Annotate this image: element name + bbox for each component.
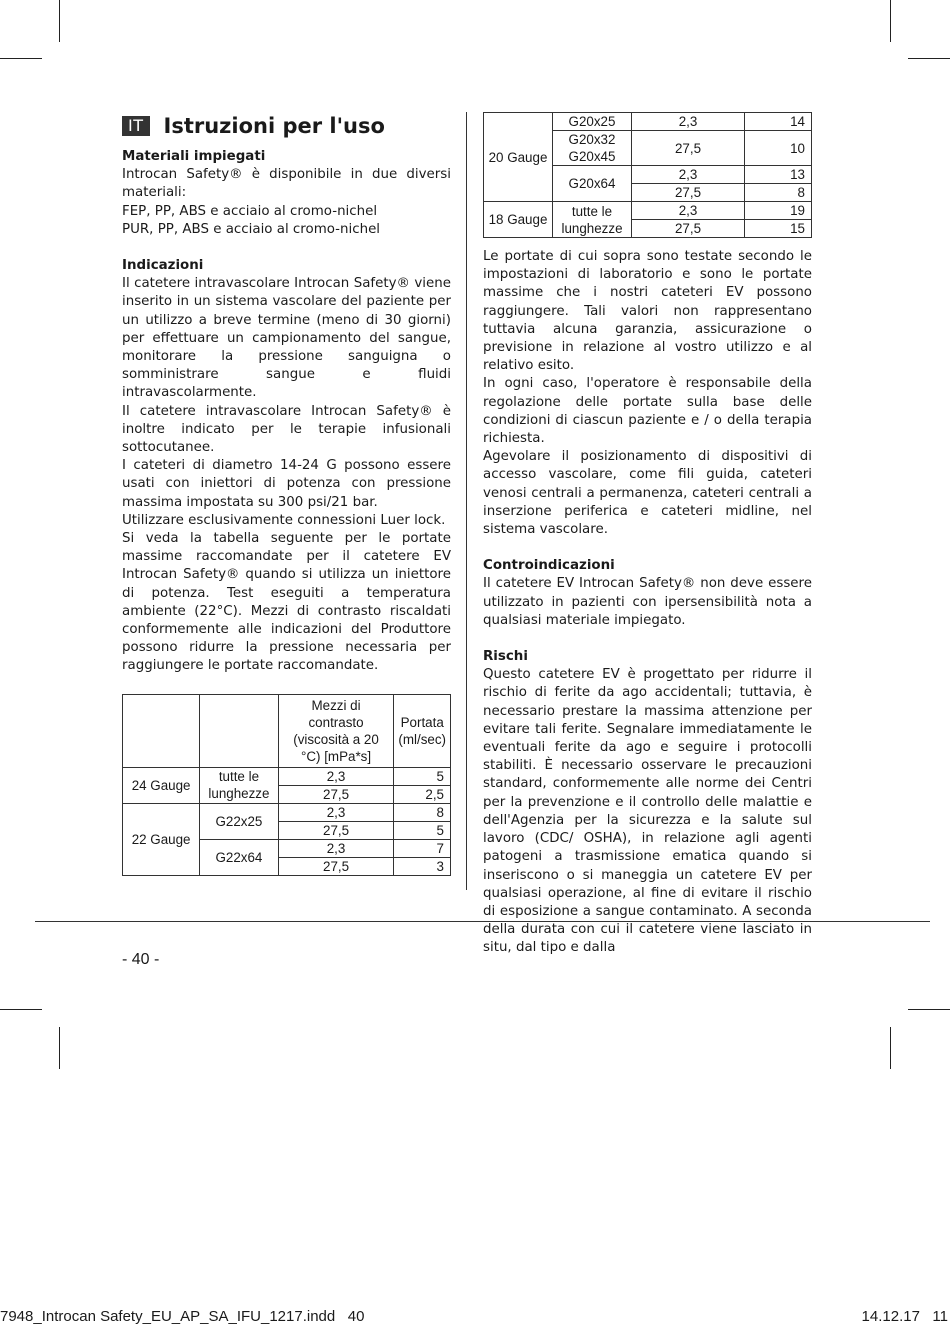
table-cell-size: G22x25 [200, 803, 278, 839]
crop-mark [0, 58, 42, 59]
indications-paragraph: I cateteri di diametro 14-24 G possono essere usati con iniettori di potenza con pressione massima impostata su 300 psi/21 bar. [122, 458, 451, 510]
materials-title: Materiali impiegati [122, 149, 266, 164]
right-column [483, 112, 812, 958]
table-row [123, 803, 451, 821]
flow-rate-table-left [122, 694, 451, 876]
table-cell-viscosity: 2,3 [278, 767, 394, 785]
table-cell-size: G22x64 [200, 839, 278, 875]
table-cell-viscosity: 2,3 [632, 202, 745, 220]
table-cell-flow: 15 [745, 220, 812, 238]
indications-paragraph: Il catetere intravascolare Introcan Safety® viene inserito in un sistema vascolare del paziente per un utilizzo a breve termine (meno di 30 giorni) per effettuare un campionamento del sangue, monitorare la pressione sanguigna o somministrare sangue e fluidi intravascolarmente. [122, 276, 451, 401]
table-cell-flow: 7 [394, 839, 451, 857]
table-cell-length: tutte le lunghezze [200, 767, 278, 803]
table-cell-gauge: 22 Gauge [123, 803, 200, 875]
contraindications-title: Controindicazioni [483, 558, 615, 574]
crop-mark [0, 1009, 42, 1010]
language-badge: IT [122, 116, 150, 136]
table-cell-size: G20x25 [553, 113, 632, 131]
table-cell-viscosity: 27,5 [632, 131, 745, 166]
risks-section [483, 648, 812, 957]
materials-line: PUR, PP, ABS e acciaio al cromo-nichel [122, 221, 381, 237]
table-cell-flow: 5 [394, 767, 451, 785]
table-cell-flow: 19 [745, 202, 812, 220]
table-cell-size: G20x64 [553, 166, 632, 202]
flow-note-paragraph: In ogni caso, l'operatore è responsabile della regolazione delle portate sulla base delle condizioni di ciascun paziente e / o della terapia richiesta. [483, 376, 812, 447]
flow-rate-table-right [483, 112, 812, 238]
indications-paragraph: Il catetere intravascolare Introcan Safety® è inoltre indicato per le terapie infusionali sottocutanee. [122, 403, 451, 456]
crop-mark [59, 0, 60, 42]
table-cell-viscosity: 27,5 [278, 785, 394, 803]
page-heading [122, 113, 451, 138]
table-cell-flow: 10 [745, 131, 812, 166]
risks-title: Rischi [483, 649, 528, 665]
table-cell-viscosity: 27,5 [632, 184, 745, 202]
materials-section [122, 148, 451, 239]
table-cell-length: tutte le lunghezze [553, 202, 632, 238]
table-header-contrast: Mezzi di contrasto (viscosità a 20 °C) [mPa*s] [278, 694, 394, 767]
table-cell-flow: 8 [745, 184, 812, 202]
table-cell-flow: 5 [394, 821, 451, 839]
flow-note-paragraph: Le portate di cui sopra sono testate secondo le impostazioni di laboratorio e sono le portate massime che i nostri cateteri EV possono raggiungere. Tali valori non rappresentano tuttavia alcuna garanzia, assicurazione o previsione in relazione al vostro utilizzo e al relativo esito. [483, 249, 812, 374]
flow-notes-section [483, 248, 812, 539]
left-column [122, 112, 451, 876]
indications-section [122, 257, 451, 676]
table-cell-viscosity: 2,3 [278, 803, 394, 821]
crop-mark [890, 1027, 891, 1069]
table-cell-flow: 14 [745, 113, 812, 131]
indications-title: Indicazioni [122, 258, 204, 274]
table-row [123, 767, 451, 785]
crop-mark [908, 58, 950, 59]
page-number: - 40 - [122, 951, 160, 968]
contraindications-text: Il catetere EV Introcan Safety® non deve essere utilizzato in pazienti con ipersensibilità nota a qualsiasi materiale impiegato. [483, 576, 812, 628]
table-cell-viscosity: 2,3 [632, 113, 745, 131]
table-cell-viscosity: 27,5 [632, 220, 745, 238]
table-cell-viscosity: 27,5 [278, 821, 394, 839]
flow-note-paragraph: Agevolare il posizionamento di dispositivi di accesso vascolare, come fili guida, cateteri venosi centrali a permanenza, cateteri centrali a inserzione periferica e cateteri midline, nel sistema vascolare. [483, 449, 812, 538]
table-row [484, 202, 812, 220]
table-cell-gauge: 18 Gauge [484, 202, 553, 238]
print-slug-file: 7948_Introcan Safety_EU_AP_SA_IFU_1217.indd 40 [0, 1308, 365, 1325]
table-cell-viscosity: 27,5 [278, 857, 394, 875]
materials-line: Introcan Safety® è disponibile in due diversi materiali: [122, 167, 451, 201]
contraindications-section [483, 557, 812, 630]
indications-paragraph: Utilizzare esclusivamente connessioni Luer lock. [122, 512, 446, 528]
crop-mark [59, 1027, 60, 1069]
table-cell-flow: 8 [394, 803, 451, 821]
indications-paragraph: Si veda la tabella seguente per le portate massime raccomandate per il catetere EV Introcan Safety® quando si utilizza un iniettore di potenza. Test eseguiti a temperatura ambiente (22°C). Mezzi di contrasto riscaldati conformemente alle indicazioni del Produttore possono ridurre la pressione necessaria per raggiungere le portate raccomandate. [122, 531, 451, 674]
risks-text: Questo catetere EV è progettato per ridurre il rischio di ferite da ago accidentali; tuttavia, è necessario prestare la massima attenzione per evitare tali ferite. Segnalare immediatamente le eventuali ferite da ago e seguire i protocolli stabiliti. È necessario osservare le precauzioni standard, conformemente alle norme dei Centri per la prevenzione e il controllo delle malattie e dell'Agenzia per la sicurezza e la salute sul lavoro (CDC/ OSHA), in relazione agli agenti patogeni a trasmissione ematica quando si inseriscono o si maneggia un catetere EV per qualsiasi operazione, al fine di evitare il rischio di esposizione a sangue contaminato. A seconda della durata con cui il catetere viene lasciato in situ, dal tipo e dalla [483, 667, 812, 956]
table-cell-gauge: 24 Gauge [123, 767, 200, 803]
print-slug-date: 14.12.17 11 [861, 1308, 948, 1325]
table-cell-gauge: 20 Gauge [484, 113, 553, 202]
page-title: Istruzioni per l'uso [163, 113, 385, 138]
crop-mark [890, 0, 891, 42]
table-cell-empty [200, 694, 278, 767]
table-row [484, 113, 812, 131]
table-cell-empty [123, 694, 200, 767]
materials-line: FEP, PP, ABS e acciaio al cromo-nichel [122, 203, 378, 219]
table-header-flow: Portata (ml/sec) [394, 694, 451, 767]
table-cell-viscosity: 2,3 [632, 166, 745, 184]
column-divider [466, 112, 467, 890]
table-cell-flow: 13 [745, 166, 812, 184]
page-rule [35, 921, 930, 922]
table-cell-viscosity: 2,3 [278, 839, 394, 857]
table-cell-flow: 2,5 [394, 785, 451, 803]
table-cell-size: G20x32 G20x45 [553, 131, 632, 166]
crop-mark [908, 1009, 950, 1010]
table-cell-flow: 3 [394, 857, 451, 875]
table-row [123, 694, 451, 767]
